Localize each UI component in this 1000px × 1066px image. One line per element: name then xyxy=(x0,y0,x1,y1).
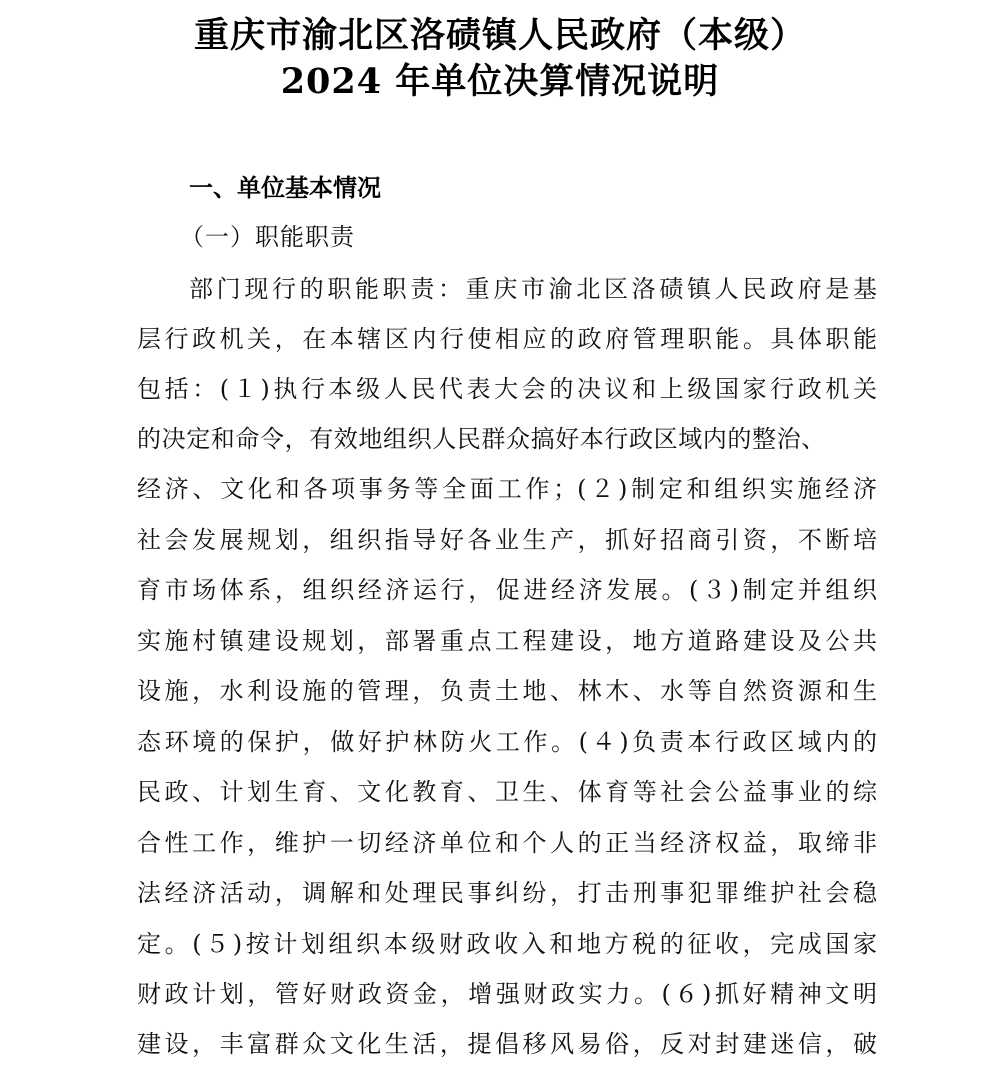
body-line: 设施，水利设施的管理，负责土地、林木、水等自然资源和生 xyxy=(137,677,877,705)
body-line: 定。(５)按计划组织本级财政收入和地方税的征收，完成国家 xyxy=(137,930,877,958)
document-title-line2: 2024 年单位决算情况说明 xyxy=(280,61,720,102)
body-line: 育市场体系，组织经济运行，促进经济发展。(３)制定并组织 xyxy=(137,576,877,604)
body-line: 部门现行的职能职责：重庆市渝北区洛碛镇人民政府是基 xyxy=(189,275,877,303)
body-line: 经济、文化和各项事务等全面工作；(２)制定和组织实施经济 xyxy=(137,475,877,503)
subsection-heading: （一）职能职责 xyxy=(180,223,355,251)
body-line: 层行政机关，在本辖区内行使相应的政府管理职能。具体职能 xyxy=(137,325,877,353)
body-line: 法经济活动，调解和处理民事纠纷，打击刑事犯罪维护社会稳 xyxy=(137,879,877,907)
body-line: 态环境的保护，做好护林防火工作。(４)负责本行政区域内的 xyxy=(137,728,877,756)
body-line: 的决定和命令，有效地组织人民群众搞好本行政区域内的整治、 xyxy=(137,425,826,453)
section-heading: 一、单位基本情况 xyxy=(189,174,381,202)
body-line: 社会发展规划，组织指导好各业生产，抓好招商引资，不断培 xyxy=(137,526,877,554)
body-line: 实施村镇建设规划，部署重点工程建设，地方道路建设及公共 xyxy=(137,627,877,655)
body-line: 民政、计划生育、文化教育、卫生、体育等社会公益事业的综 xyxy=(137,778,877,806)
body-line: 包括：(１)执行本级人民代表大会的决议和上级国家行政机关 xyxy=(137,375,877,403)
body-line: 建设，丰富群众文化生活，提倡移风易俗，反对封建迷信，破 xyxy=(137,1030,877,1058)
document-title-line1: 重庆市渝北区洛碛镇人民政府（本级） xyxy=(193,15,806,56)
body-line: 财政计划，管好财政资金，增强财政实力。(６)抓好精神文明 xyxy=(137,980,877,1008)
body-line: 合性工作，维护一切经济单位和个人的正当经济权益，取缔非 xyxy=(137,829,877,857)
